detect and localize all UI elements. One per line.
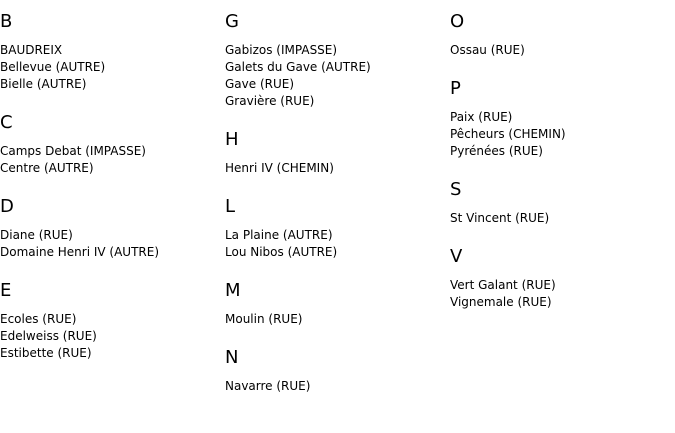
section-letter-heading: G — [225, 11, 239, 32]
section-letter-heading: O — [450, 11, 465, 32]
street-link[interactable]: Camps Debat (IMPASSE) — [0, 144, 146, 158]
street-link[interactable]: Bielle (AUTRE) — [0, 77, 87, 91]
section-letter-heading: H — [225, 129, 239, 150]
street-link[interactable]: Estibette (RUE) — [0, 346, 92, 360]
street-link[interactable]: Diane (RUE) — [0, 228, 73, 242]
street-link[interactable]: Centre (AUTRE) — [0, 161, 94, 175]
street-link[interactable]: St Vincent (RUE) — [450, 211, 550, 225]
section-letter-heading: M — [225, 280, 241, 301]
street-link[interactable]: Gave (RUE) — [225, 77, 295, 91]
street-link[interactable]: Navarre (RUE) — [225, 379, 311, 393]
street-link[interactable]: Lou Nibos (AUTRE) — [225, 245, 338, 259]
section-letter-heading: B — [0, 11, 13, 32]
street-link[interactable]: BAUDREIX — [0, 43, 63, 57]
letter-group-s — [450, 180, 566, 227]
section-letter-heading: D — [0, 196, 14, 217]
letter-group-d — [0, 197, 159, 261]
section-letter-heading: L — [225, 196, 236, 217]
street-link[interactable]: La Plaine (AUTRE) — [225, 228, 333, 242]
letter-group-n — [225, 348, 371, 395]
street-link[interactable]: Henri IV (CHEMIN) — [225, 161, 334, 175]
letter-group-h — [225, 130, 371, 177]
street-link[interactable]: Domaine Henri IV (AUTRE) — [0, 245, 160, 259]
street-index-column-3 — [450, 0, 566, 311]
letter-group-e — [0, 281, 159, 362]
letter-group-v — [450, 247, 566, 311]
letter-group-o — [450, 12, 566, 59]
street-link[interactable]: Moulin (RUE) — [225, 312, 303, 326]
section-letter-heading: S — [450, 179, 462, 200]
street-link[interactable]: Bellevue (AUTRE) — [0, 60, 106, 74]
street-link[interactable]: Vert Galant (RUE) — [450, 278, 556, 292]
letter-group-l — [225, 197, 371, 261]
street-link[interactable]: Ecoles (RUE) — [0, 312, 77, 326]
street-index-column-2 — [225, 0, 371, 395]
section-letter-heading: V — [450, 246, 463, 267]
street-link[interactable]: Ossau (RUE) — [450, 43, 525, 57]
letter-group-p — [450, 79, 566, 160]
street-link[interactable]: Gabizos (IMPASSE) — [225, 43, 338, 57]
street-link[interactable]: Edelweiss (RUE) — [0, 329, 97, 343]
street-index-column-1 — [0, 0, 159, 362]
letter-group-b — [0, 12, 159, 93]
street-link[interactable]: Paix (RUE) — [450, 110, 513, 124]
street-link[interactable]: Galets du Gave (AUTRE) — [225, 60, 371, 74]
section-letter-heading: E — [0, 280, 12, 301]
section-letter-heading: N — [225, 347, 239, 368]
section-letter-heading: C — [0, 112, 13, 133]
street-link[interactable]: Pyrénées (RUE) — [450, 144, 543, 158]
street-link[interactable]: Vignemale (RUE) — [450, 295, 552, 309]
street-link[interactable]: Pêcheurs (CHEMIN) — [450, 127, 566, 141]
letter-group-g — [225, 12, 371, 110]
section-letter-heading: P — [450, 78, 461, 99]
letter-group-m — [225, 281, 371, 328]
letter-group-c — [0, 113, 159, 177]
street-link[interactable]: Gravière (RUE) — [225, 94, 315, 108]
